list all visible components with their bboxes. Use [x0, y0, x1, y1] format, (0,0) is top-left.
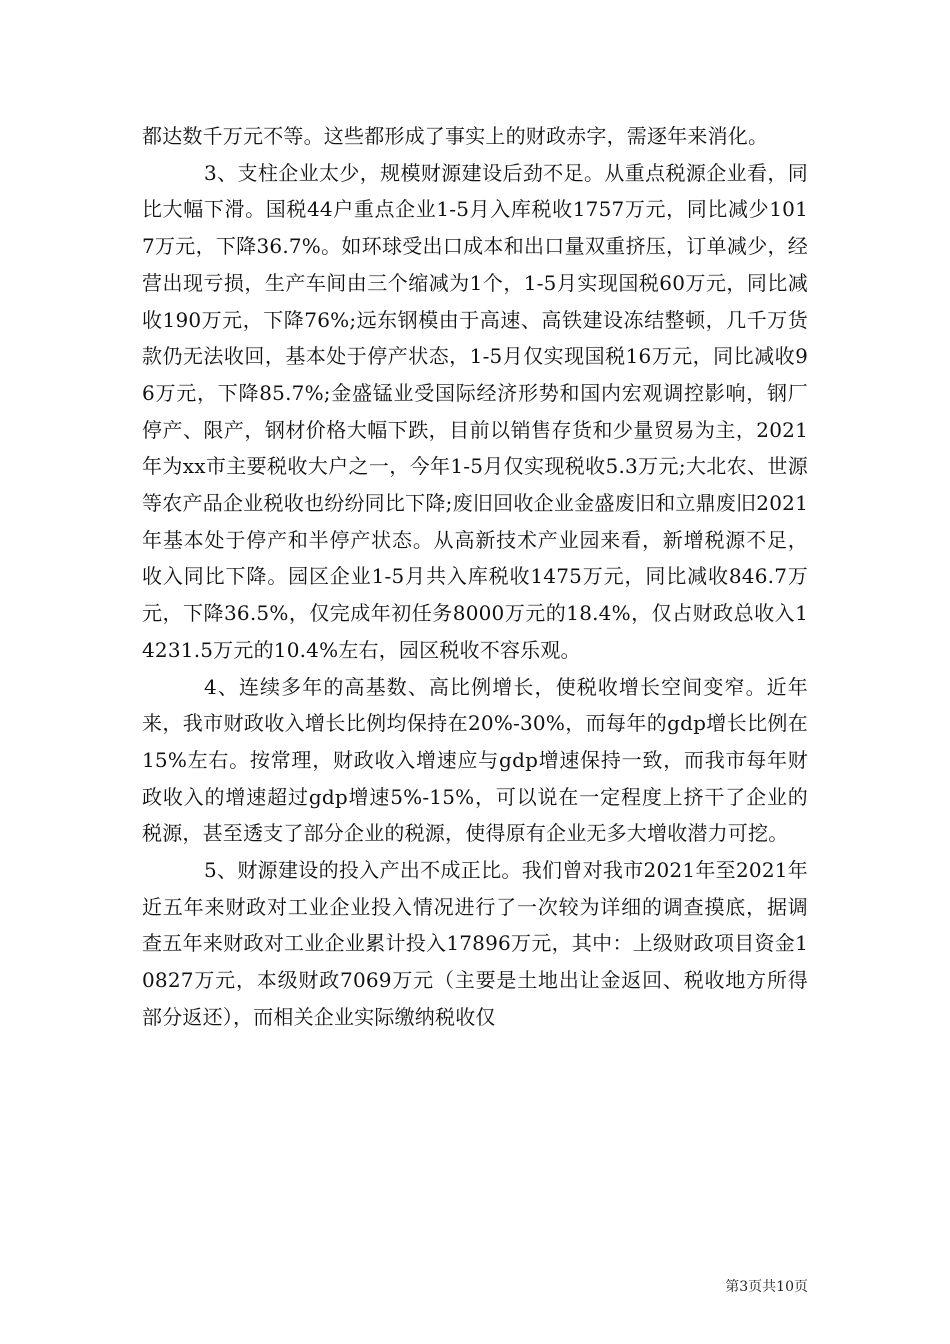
paragraph-high-base-growth: 4、连续多年的高基数、高比例增长，使税收增长空间变窄。近年来，我市财政收入增长比例均保持在20%-30%，而每年的gdp增长比例在15%左右。按常理，财政收入增速应与gdp增速保持一致，而我市每年财政收入的增速超过gdp增速5%-15%，可以说在一定程度上挤干了企业的税源，甚至透支了部分企业的税源，使得原有企业无多大增收潜力可挖。	[142, 674, 808, 846]
page-number: 第3页共10页	[725, 1279, 808, 1295]
paragraph-pillar-enterprises: 3、支柱企业太少，规模财源建设后劲不足。从重点税源企业看，同比大幅下滑。国税44户重点企业1-5月入库税收1757万元，同比减少1017万元，下降36.7%。如环球受出口成本和出口量双重挤压，订单减少，经营出现亏损，生产车间由三个缩减为1个，1-5月实现国税60万元，同比减收190万元，下降76%;远东钢模由于高速、高铁建设冻结整顿，几千万货款仍无法收回，基本处于停产状态，1-5月仅实现国税16万元，同比减收96万元，下降85.7%;金盛锰业受国际经济形势和国内宏观调控影响，钢厂停产、限产，钢材价格大幅下跌，目前以销售存货和少量贸易为主，2021年为xx市主要税收大户之一，今年1-5月仅实现税收5.3万元;大北农、世源等农产品企业税收也纷纷同比下降;废旧回收企业金盛废旧和立鼎废旧2021年基本处于停产和半停产状态。从高新技术产业园来看，新增税源不足，收入同比下降。园区企业1-5月共入库税收1475万元，同比减收846.7万元，下降36.5%，仅完成年初任务8000万元的18.4%，仅占财政总收入14231.5万元的10.4%左右，园区税收不容乐观。	[142, 160, 808, 662]
paragraph-continuation: 都达数千万元不等。这些都形成了事实上的财政赤字，需逐年来消化。	[142, 124, 769, 148]
document-body	[142, 118, 808, 1036]
paragraph-investment-output: 5、财源建设的投入产出不成正比。我们曾对我市2021年至2021年近五年来财政对工业企业投入情况进行了一次较为详细的调查摸底，据调查五年来财政对工业企业累计投入17896万元，其中：上级财政项目资金10827万元，本级财政7069万元（主要是土地出让金返回、税收地方所得部分返还），而相关企业实际缴纳税收仅	[142, 858, 808, 1029]
